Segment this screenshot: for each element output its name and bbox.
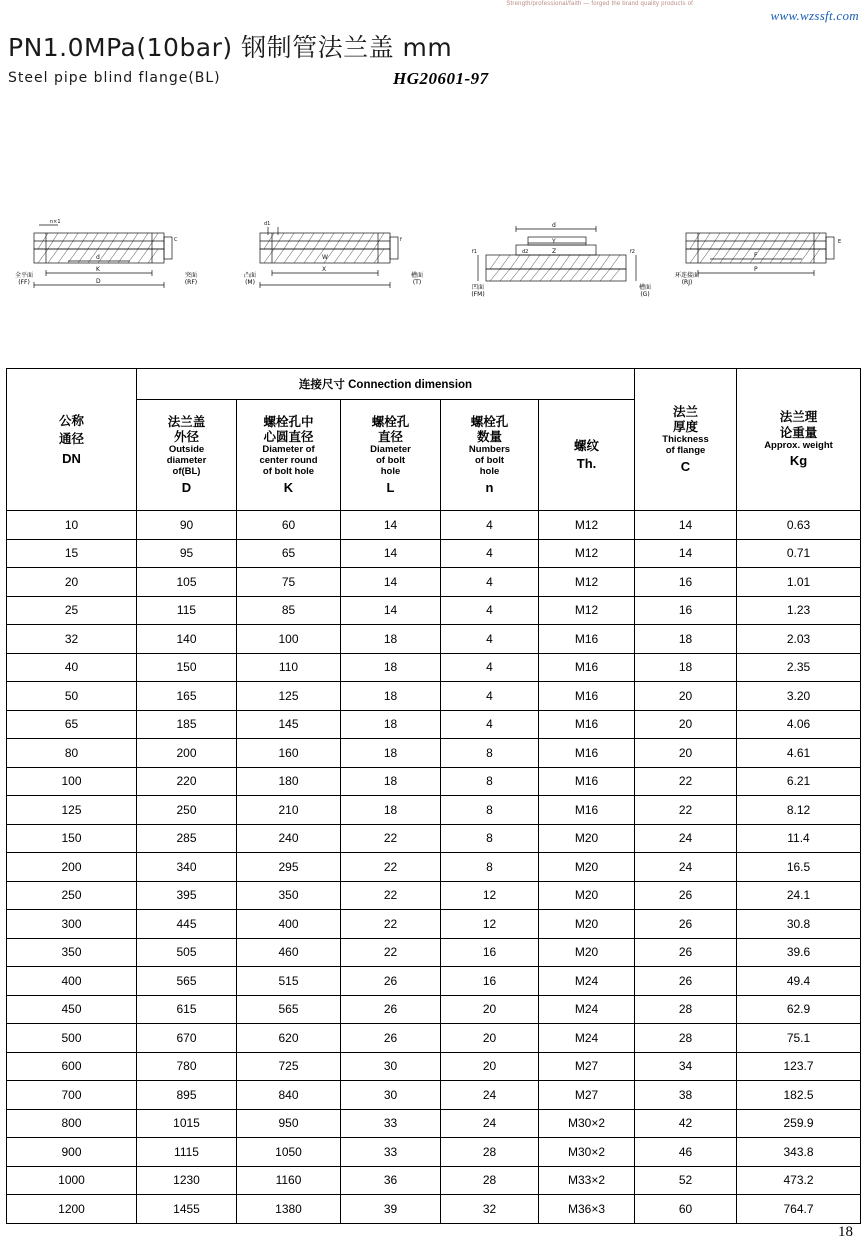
cell-D: 615 [137, 995, 237, 1024]
table-row [7, 853, 861, 882]
svg-text:d: d [96, 254, 100, 261]
banner-website-url[interactable]: www.wzssft.com [770, 8, 859, 23]
cell-weight: 3.20 [737, 682, 861, 711]
cell-L: 39 [341, 1195, 441, 1224]
table-row [7, 910, 861, 939]
cell-dn: 100 [7, 767, 137, 796]
cell-dn: 800 [7, 1109, 137, 1138]
cell-K: 725 [237, 1052, 341, 1081]
cell-Th: M16 [539, 625, 635, 654]
cell-n: 20 [441, 1024, 539, 1053]
cell-L: 22 [341, 824, 441, 853]
cell-L: 18 [341, 739, 441, 768]
cell-L: 26 [341, 995, 441, 1024]
cell-dn: 50 [7, 682, 137, 711]
cell-C: 20 [635, 682, 737, 711]
cell-L: 14 [341, 596, 441, 625]
cell-C: 38 [635, 1081, 737, 1110]
svg-text:f1: f1 [472, 249, 477, 255]
cell-dn: 900 [7, 1138, 137, 1167]
col-group-header-connection-dimension: 连接尺寸 Connection dimension [137, 369, 635, 400]
svg-text:F: F [754, 252, 758, 259]
cell-K: 840 [237, 1081, 341, 1110]
table-row [7, 596, 861, 625]
figure-full-face-flange [6, 215, 211, 325]
table-row [7, 1166, 861, 1195]
figure-label-groove-face: 槽面 (G) [638, 284, 651, 298]
cell-L: 33 [341, 1138, 441, 1167]
table-row [7, 1109, 861, 1138]
cell-dn: 25 [7, 596, 137, 625]
cell-C: 26 [635, 938, 737, 967]
cell-dn: 1000 [7, 1166, 137, 1195]
table-row [7, 881, 861, 910]
cell-D: 165 [137, 682, 237, 711]
cell-Th: M12 [539, 568, 635, 597]
cell-K: 180 [237, 767, 341, 796]
cell-C: 14 [635, 511, 737, 540]
cell-n: 4 [441, 625, 539, 654]
cell-D: 90 [137, 511, 237, 540]
cell-Th: M16 [539, 682, 635, 711]
cell-K: 295 [237, 853, 341, 882]
cell-n: 4 [441, 539, 539, 568]
cell-D: 1015 [137, 1109, 237, 1138]
cell-K: 1380 [237, 1195, 341, 1224]
cell-K: 950 [237, 1109, 341, 1138]
figure-ring-joint-flange [670, 215, 865, 325]
cell-n: 28 [441, 1166, 539, 1195]
cell-L: 14 [341, 511, 441, 540]
cell-Th: M16 [539, 653, 635, 682]
col-header-outside-diameter: 法兰盖 外径 Outside diameter of(BL) D [137, 400, 237, 511]
table-row [7, 568, 861, 597]
svg-text:W: W [322, 254, 328, 261]
cell-dn: 600 [7, 1052, 137, 1081]
table-row [7, 1081, 861, 1110]
cell-L: 14 [341, 539, 441, 568]
cell-Th: M33×2 [539, 1166, 635, 1195]
col-header-bolt-circle-diameter: 螺栓孔中 心圆直径 Diameter of center round of bolt hole K [237, 400, 341, 511]
table-row [7, 1195, 861, 1224]
cell-D: 220 [137, 767, 237, 796]
cell-n: 8 [441, 824, 539, 853]
cell-n: 8 [441, 796, 539, 825]
cell-weight: 62.9 [737, 995, 861, 1024]
cell-D: 150 [137, 653, 237, 682]
cell-Th: M20 [539, 824, 635, 853]
cell-dn: 125 [7, 796, 137, 825]
cell-L: 22 [341, 938, 441, 967]
cell-L: 33 [341, 1109, 441, 1138]
cell-weight: 259.9 [737, 1109, 861, 1138]
cell-n: 24 [441, 1081, 539, 1110]
cell-L: 18 [341, 682, 441, 711]
cell-Th: M12 [539, 596, 635, 625]
cell-weight: 16.5 [737, 853, 861, 882]
cell-K: 110 [237, 653, 341, 682]
cell-L: 18 [341, 796, 441, 825]
cell-C: 28 [635, 1024, 737, 1053]
svg-text:Z: Z [552, 248, 557, 255]
cell-weight: 2.35 [737, 653, 861, 682]
page-title-block [8, 28, 858, 90]
cell-weight: 123.7 [737, 1052, 861, 1081]
cell-D: 285 [137, 824, 237, 853]
cell-dn: 1200 [7, 1195, 137, 1224]
col-header-weight: 法兰理 论重量 Approx. weight Kg [737, 369, 861, 511]
cell-C: 26 [635, 967, 737, 996]
cell-K: 145 [237, 710, 341, 739]
cell-weight: 39.6 [737, 938, 861, 967]
table-row [7, 995, 861, 1024]
cell-dn: 400 [7, 967, 137, 996]
cell-n: 28 [441, 1138, 539, 1167]
figure-label-female-face: 凹面 (FM) [471, 284, 485, 298]
svg-text:f: f [400, 237, 402, 243]
cell-D: 115 [137, 596, 237, 625]
figure-label-male-face: 凸面 (M) [243, 272, 256, 286]
cell-L: 14 [341, 568, 441, 597]
cell-n: 12 [441, 910, 539, 939]
table-row [7, 967, 861, 996]
cell-n: 4 [441, 596, 539, 625]
cell-L: 26 [341, 1024, 441, 1053]
cell-Th: M30×2 [539, 1138, 635, 1167]
cell-Th: M20 [539, 938, 635, 967]
cell-weight: 182.5 [737, 1081, 861, 1110]
table-row [7, 710, 861, 739]
table-row [7, 653, 861, 682]
cell-D: 565 [137, 967, 237, 996]
cell-D: 140 [137, 625, 237, 654]
cell-n: 8 [441, 739, 539, 768]
page-number: 18 [838, 1224, 853, 1240]
col-header-thread: 螺纹 Th. [539, 400, 635, 511]
cell-C: 22 [635, 767, 737, 796]
cell-D: 780 [137, 1052, 237, 1081]
figure-label-full-face: 全平面 (FF) [14, 272, 33, 286]
cell-n: 32 [441, 1195, 539, 1224]
cell-C: 18 [635, 625, 737, 654]
cell-n: 4 [441, 568, 539, 597]
flange-specification-table [6, 368, 861, 1224]
cell-Th: M36×3 [539, 1195, 635, 1224]
cell-n: 4 [441, 710, 539, 739]
table-row [7, 1138, 861, 1167]
cell-dn: 200 [7, 853, 137, 882]
svg-text:d: d [552, 222, 556, 229]
cell-n: 20 [441, 1052, 539, 1081]
cell-dn: 20 [7, 568, 137, 597]
cell-K: 160 [237, 739, 341, 768]
cell-dn: 500 [7, 1024, 137, 1053]
cell-n: 8 [441, 853, 539, 882]
cell-weight: 30.8 [737, 910, 861, 939]
cell-L: 22 [341, 853, 441, 882]
cell-K: 100 [237, 625, 341, 654]
svg-text:X: X [322, 266, 327, 273]
svg-text:f2: f2 [630, 249, 635, 255]
cell-L: 30 [341, 1081, 441, 1110]
cell-weight: 2.03 [737, 625, 861, 654]
cell-K: 65 [237, 539, 341, 568]
technical-drawings [0, 215, 867, 335]
cell-Th: M12 [539, 539, 635, 568]
svg-text:C: C [174, 237, 178, 243]
cell-C: 60 [635, 1195, 737, 1224]
cell-C: 22 [635, 796, 737, 825]
cell-K: 85 [237, 596, 341, 625]
figure-label-raised-face: 突面 (RF) [184, 272, 198, 286]
cell-C: 42 [635, 1109, 737, 1138]
cell-L: 22 [341, 881, 441, 910]
cell-n: 20 [441, 995, 539, 1024]
figure-male-face-flange [232, 215, 437, 325]
cell-weight: 11.4 [737, 824, 861, 853]
cell-C: 52 [635, 1166, 737, 1195]
cell-C: 24 [635, 824, 737, 853]
cell-weight: 4.06 [737, 710, 861, 739]
cell-D: 505 [137, 938, 237, 967]
cell-C: 34 [635, 1052, 737, 1081]
svg-text:d2: d2 [522, 249, 529, 255]
table-row [7, 1024, 861, 1053]
cell-Th: M24 [539, 995, 635, 1024]
cell-C: 24 [635, 853, 737, 882]
cell-Th: M20 [539, 881, 635, 910]
cell-dn: 32 [7, 625, 137, 654]
table-row [7, 824, 861, 853]
cell-C: 14 [635, 539, 737, 568]
cell-dn: 300 [7, 910, 137, 939]
cell-Th: M24 [539, 967, 635, 996]
cell-dn: 250 [7, 881, 137, 910]
cell-dn: 15 [7, 539, 137, 568]
cell-dn: 10 [7, 511, 137, 540]
cell-L: 36 [341, 1166, 441, 1195]
cell-L: 30 [341, 1052, 441, 1081]
cell-D: 200 [137, 739, 237, 768]
svg-text:n×1: n×1 [50, 219, 61, 225]
cell-K: 125 [237, 682, 341, 711]
cell-Th: M12 [539, 511, 635, 540]
banner-tagline: Strength/professional/faith — forged the brand quality products of [506, 1, 693, 7]
cell-D: 1455 [137, 1195, 237, 1224]
cell-weight: 0.71 [737, 539, 861, 568]
cell-weight: 473.2 [737, 1166, 861, 1195]
cell-n: 16 [441, 967, 539, 996]
cell-C: 16 [635, 596, 737, 625]
table-row [7, 625, 861, 654]
cell-D: 1115 [137, 1138, 237, 1167]
cell-C: 20 [635, 710, 737, 739]
cell-weight: 24.1 [737, 881, 861, 910]
cell-L: 18 [341, 710, 441, 739]
cell-K: 400 [237, 910, 341, 939]
table-row [7, 539, 861, 568]
cell-weight: 6.21 [737, 767, 861, 796]
cell-L: 18 [341, 625, 441, 654]
standard-code: HG20601-97 [393, 69, 489, 88]
table-row [7, 938, 861, 967]
svg-text:P: P [754, 266, 758, 273]
cell-C: 18 [635, 653, 737, 682]
figure-label-tongue-face: 槽面 (T) [410, 272, 423, 286]
cell-Th: M27 [539, 1081, 635, 1110]
cell-weight: 343.8 [737, 1138, 861, 1167]
cell-Th: M16 [539, 767, 635, 796]
cell-D: 95 [137, 539, 237, 568]
cell-K: 240 [237, 824, 341, 853]
col-header-dn: 公称 通径 DN [7, 369, 137, 511]
cell-n: 16 [441, 938, 539, 967]
table-row [7, 682, 861, 711]
cell-K: 350 [237, 881, 341, 910]
table-row [7, 1052, 861, 1081]
cell-C: 20 [635, 739, 737, 768]
cell-n: 8 [441, 767, 539, 796]
cell-weight: 0.63 [737, 511, 861, 540]
cell-L: 26 [341, 967, 441, 996]
cell-D: 185 [137, 710, 237, 739]
page-subtitle: Steel pipe blind flange(BL) [8, 70, 221, 86]
cell-D: 105 [137, 568, 237, 597]
cell-C: 16 [635, 568, 737, 597]
svg-text:E: E [838, 239, 842, 245]
table-row [7, 739, 861, 768]
cell-n: 4 [441, 511, 539, 540]
cell-D: 670 [137, 1024, 237, 1053]
cell-weight: 1.23 [737, 596, 861, 625]
cell-dn: 450 [7, 995, 137, 1024]
col-header-bolt-hole-diameter: 螺栓孔 直径 Diameter of bolt hole L [341, 400, 441, 511]
cell-K: 60 [237, 511, 341, 540]
top-banner [0, 0, 867, 24]
table-row [7, 796, 861, 825]
cell-Th: M24 [539, 1024, 635, 1053]
cell-L: 18 [341, 767, 441, 796]
table-row [7, 511, 861, 540]
col-header-thickness: 法兰 厚度 Thickness of flange C [635, 369, 737, 511]
cell-D: 895 [137, 1081, 237, 1110]
cell-n: 24 [441, 1109, 539, 1138]
cell-weight: 75.1 [737, 1024, 861, 1053]
cell-C: 28 [635, 995, 737, 1024]
cell-D: 395 [137, 881, 237, 910]
cell-K: 1050 [237, 1138, 341, 1167]
cell-D: 445 [137, 910, 237, 939]
table-body [7, 511, 861, 1224]
cell-C: 26 [635, 910, 737, 939]
cell-dn: 150 [7, 824, 137, 853]
cell-weight: 764.7 [737, 1195, 861, 1224]
cell-Th: M30×2 [539, 1109, 635, 1138]
figure-label-ring-joint-face: 环连接面 (RJ) [674, 272, 699, 286]
cell-L: 18 [341, 653, 441, 682]
cell-n: 12 [441, 881, 539, 910]
cell-K: 515 [237, 967, 341, 996]
page-title: PN1.0MPa(10bar) 钢制管法兰盖 mm [8, 33, 453, 62]
svg-text:Y: Y [552, 238, 556, 245]
cell-C: 26 [635, 881, 737, 910]
cell-Th: M27 [539, 1052, 635, 1081]
cell-D: 340 [137, 853, 237, 882]
cell-K: 75 [237, 568, 341, 597]
cell-Th: M16 [539, 739, 635, 768]
cell-K: 565 [237, 995, 341, 1024]
cell-dn: 65 [7, 710, 137, 739]
svg-text:D: D [96, 278, 101, 285]
cell-dn: 700 [7, 1081, 137, 1110]
cell-weight: 49.4 [737, 967, 861, 996]
cell-Th: M16 [539, 710, 635, 739]
figure-female-face-flange [458, 215, 663, 325]
cell-weight: 1.01 [737, 568, 861, 597]
cell-n: 4 [441, 653, 539, 682]
cell-dn: 80 [7, 739, 137, 768]
cell-K: 460 [237, 938, 341, 967]
cell-K: 210 [237, 796, 341, 825]
cell-L: 22 [341, 910, 441, 939]
cell-Th: M20 [539, 853, 635, 882]
svg-text:d1: d1 [264, 221, 271, 227]
col-header-bolt-hole-number: 螺栓孔 数量 Numbers of bolt hole n [441, 400, 539, 511]
cell-Th: M16 [539, 796, 635, 825]
cell-D: 250 [137, 796, 237, 825]
cell-K: 1160 [237, 1166, 341, 1195]
cell-C: 46 [635, 1138, 737, 1167]
cell-Th: M20 [539, 910, 635, 939]
svg-text:K: K [96, 266, 100, 273]
cell-weight: 8.12 [737, 796, 861, 825]
cell-dn: 40 [7, 653, 137, 682]
cell-D: 1230 [137, 1166, 237, 1195]
cell-K: 620 [237, 1024, 341, 1053]
cell-dn: 350 [7, 938, 137, 967]
cell-weight: 4.61 [737, 739, 861, 768]
table-row [7, 767, 861, 796]
cell-n: 4 [441, 682, 539, 711]
